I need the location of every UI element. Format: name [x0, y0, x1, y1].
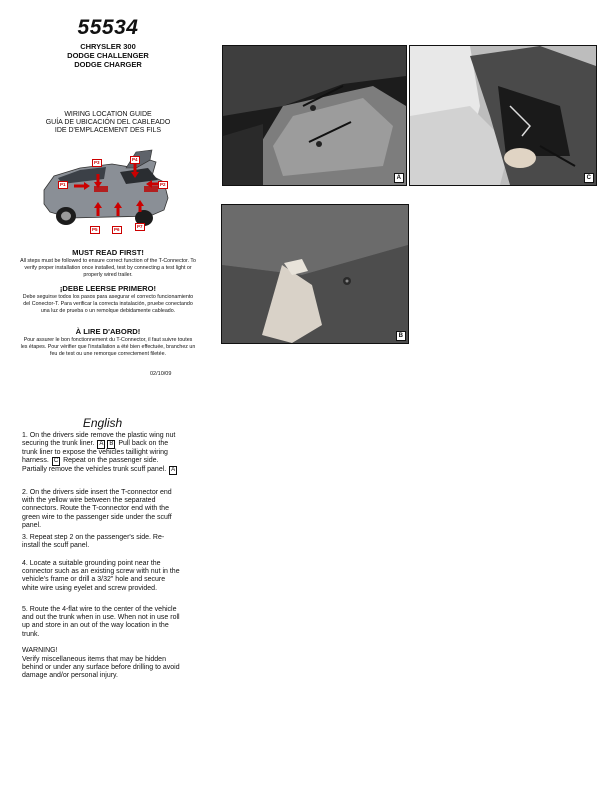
model-dodge-challenger: DODGE CHALLENGER [67, 51, 149, 60]
car-diagram [40, 146, 174, 238]
english-heading: English [82, 416, 123, 430]
step-5: 5. Route the 4-flat wire to the center of the vehicle and out the trunk when in use. When not in use roll up and store in an out of the way location in the trunk. [22, 606, 180, 638]
warning-body: Verify miscellaneous items that may be hidden behind or under any surface before drilling to avoid damage and/or personal injury. [22, 656, 180, 680]
photo-a-image [223, 46, 406, 185]
guide-title-english: WIRING LOCATION GUIDE [64, 111, 152, 118]
car-rear-illustration [40, 146, 174, 238]
photo-c-wiring-harness [409, 45, 597, 186]
label-p4: P4 [132, 157, 138, 162]
label-p2: P2 [160, 182, 166, 187]
step-1 [22, 432, 182, 475]
vehicle-models [20, 42, 196, 69]
label-p6: P6 [114, 227, 120, 232]
label-p5: P5 [92, 227, 98, 232]
photo-b-tag: B [396, 331, 406, 341]
must-read-body: All steps must be followed to ensure correct function of the T-Connector. To verify proper installation once installed, test by connecting a test light or properly wired trailer. [20, 258, 196, 279]
step-1-text-a: 1. On the drivers side remove the plastic wing nut securing the trunk liner. [22, 432, 176, 448]
ref-a: A [99, 441, 104, 448]
must-read-heading: MUST READ FIRST! [72, 248, 144, 257]
label-p1: P1 [60, 182, 66, 187]
guide-title-spanish: GUÍA DE UBICACIÓN DEL CABLEADO [45, 119, 171, 126]
photo-c-image [410, 46, 596, 185]
photo-a-trunk-liner [222, 45, 407, 186]
warning-heading: WARNING! [22, 647, 58, 654]
step-1-text-c: Repeat on the passenger side. Partially remove the vehicles trunk scuff panel. [22, 457, 167, 474]
ref-b: B [109, 441, 114, 448]
step-4: 4. Locate a suitable grounding point near the connector such as an existing screw with nut in the vehicle's frame or drill a 3/32" hole and secure white wire using eyelet and screw provided. [22, 560, 180, 592]
photo-b-image [222, 205, 408, 343]
a-lire-heading: À LIRE D'ABORD! [75, 327, 141, 336]
ref-a-2: A [171, 467, 176, 474]
step-2: 2. On the drivers side insert the T-connector end with the yellow wire between the separated connectors. Route the T-connector end with the green wire to the passenger side under the scuff panel. [22, 489, 172, 529]
guide-title-french: IDE D'EMPLACEMENT DES FILS [54, 127, 162, 134]
photo-b-wing-nut [221, 204, 409, 344]
step-3: 3. Repeat step 2 on the passenger's side. Re-install the scuff panel. [22, 534, 165, 550]
wiring-guide-title [20, 111, 196, 135]
label-p3: P3 [94, 160, 100, 165]
document-date: 02/10/09 [150, 371, 172, 377]
step-1-text-b: Pull back on the trunk liner to expose the vehicles taillight wiring harness. [22, 440, 169, 465]
label-p7: P7 [137, 224, 143, 229]
model-chrysler-300: CHRYSLER 300 [80, 42, 136, 51]
model-dodge-charger: DODGE CHARGER [74, 60, 142, 69]
ref-c: C [53, 458, 59, 465]
photo-c-tag: C [584, 173, 594, 183]
photo-a-tag: A [394, 173, 404, 183]
debe-leerse-body: Debe seguirse todos los pasos para asegurar el correcto funcionamiento del Conector-T. Para verificar la correcta instalación, pruebe conectando una luz de prueba o un remolque debidamente cableado. [22, 294, 194, 315]
a-lire-body: Pour assurer le bon fonctionnement du T-Connector, il faut suivre toutes les étapes. Pour vérifier que l'installation a été bien effectuée, branchez un feu de test ou une remorque correctement filetée. [20, 337, 196, 358]
part-number: 55534 [77, 16, 139, 39]
debe-leerse-heading: ¡DEBE LEERSE PRIMERO! [59, 284, 157, 293]
